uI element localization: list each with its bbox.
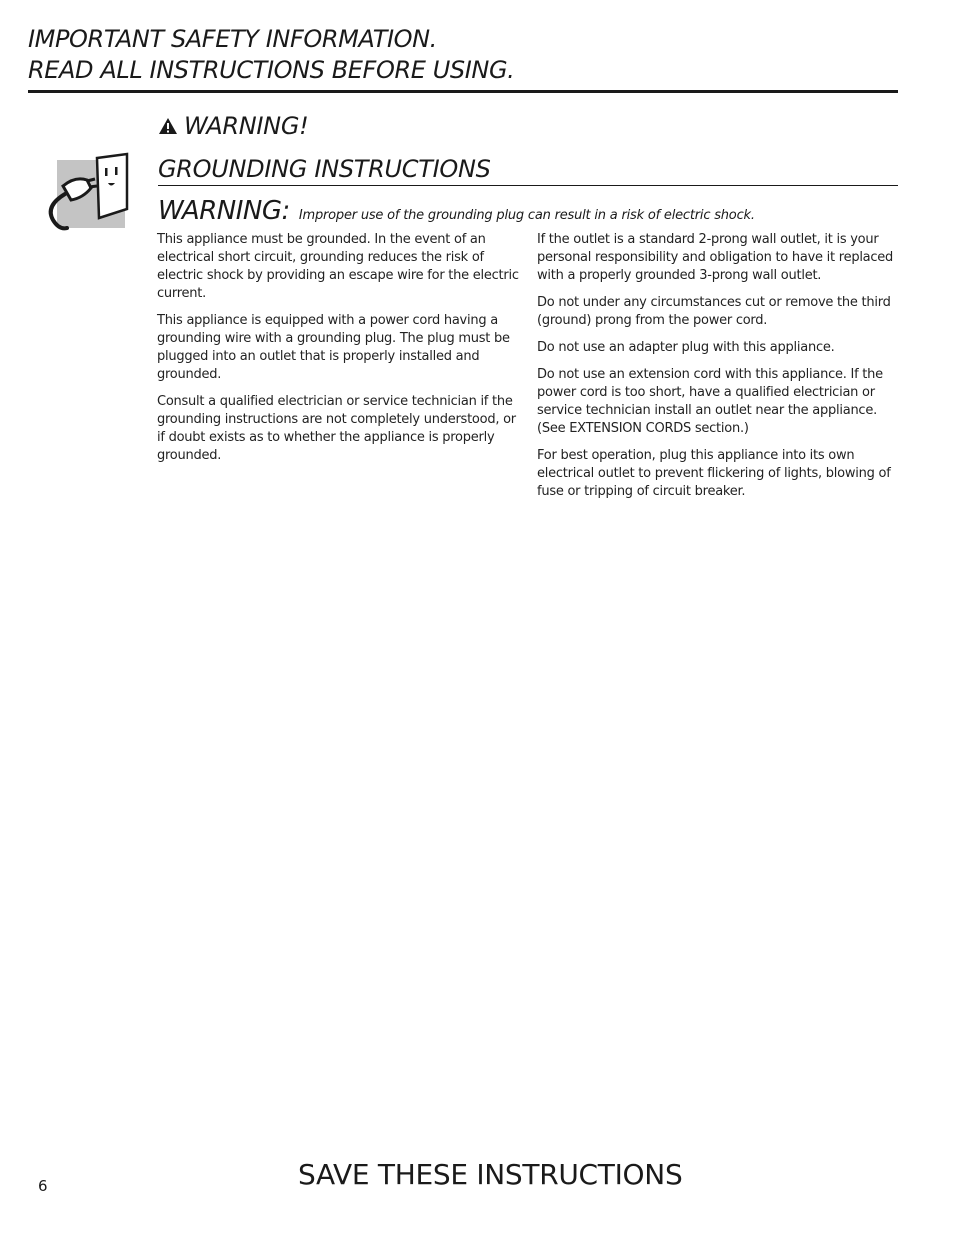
paragraph: Do not use an adapter plug with this appliance. bbox=[537, 340, 835, 355]
left-column bbox=[157, 231, 519, 474]
paragraph: This appliance must be grounded. In the event of an electrical short circuit, grounding reduces the risk of electric shock by providing an escape wire for the electric current. bbox=[157, 232, 519, 301]
warning-title bbox=[158, 112, 308, 140]
warning-text: Improper use of the grounding plug can result in a risk of electric shock. bbox=[298, 208, 755, 223]
right-column bbox=[537, 231, 902, 510]
paragraph: Consult a qualified electrician or service technician if the grounding instructions are not completely understood, or if doubt exists as to whether the appliance is properly grounded. bbox=[157, 394, 516, 463]
paragraph: This appliance is equipped with a power cord having a grounding wire with a grounding plug. The plug must be plugged into an outlet that is properly installed and grounded. bbox=[157, 313, 510, 382]
warning-statement bbox=[158, 196, 898, 226]
paragraph: For best operation, plug this appliance into its own electrical outlet to prevent flickering of lights, blowing of fuse or tripping of circuit breaker. bbox=[537, 448, 891, 499]
warning-triangle-icon bbox=[158, 117, 178, 135]
warning-label: WARNING: bbox=[158, 196, 290, 226]
warning-title-text: WARNING! bbox=[184, 112, 309, 140]
header-line-1: IMPORTANT SAFETY INFORMATION. bbox=[28, 25, 437, 53]
section-heading: GROUNDING INSTRUCTIONS bbox=[158, 155, 898, 186]
page-header bbox=[28, 24, 898, 93]
footer-title: SAVE THESE INSTRUCTIONS bbox=[298, 1158, 683, 1191]
header-line-2: READ ALL INSTRUCTIONS BEFORE USING. bbox=[28, 56, 515, 84]
page-number: 6 bbox=[38, 1177, 48, 1195]
paragraph: If the outlet is a standard 2-prong wall outlet, it is your personal responsibility and obligation to have it replaced with a properly grounded 3-prong wall outlet. bbox=[537, 232, 894, 283]
grounding-plug-outlet-icon bbox=[57, 160, 125, 228]
paragraph: Do not use an extension cord with this appliance. If the power cord is too short, have a qualified electrician or service technician install an outlet near the appliance. (See EXTENSION CORDS section.) bbox=[537, 367, 883, 436]
paragraph: Do not under any circumstances cut or remove the third (ground) prong from the power cord. bbox=[537, 295, 891, 328]
